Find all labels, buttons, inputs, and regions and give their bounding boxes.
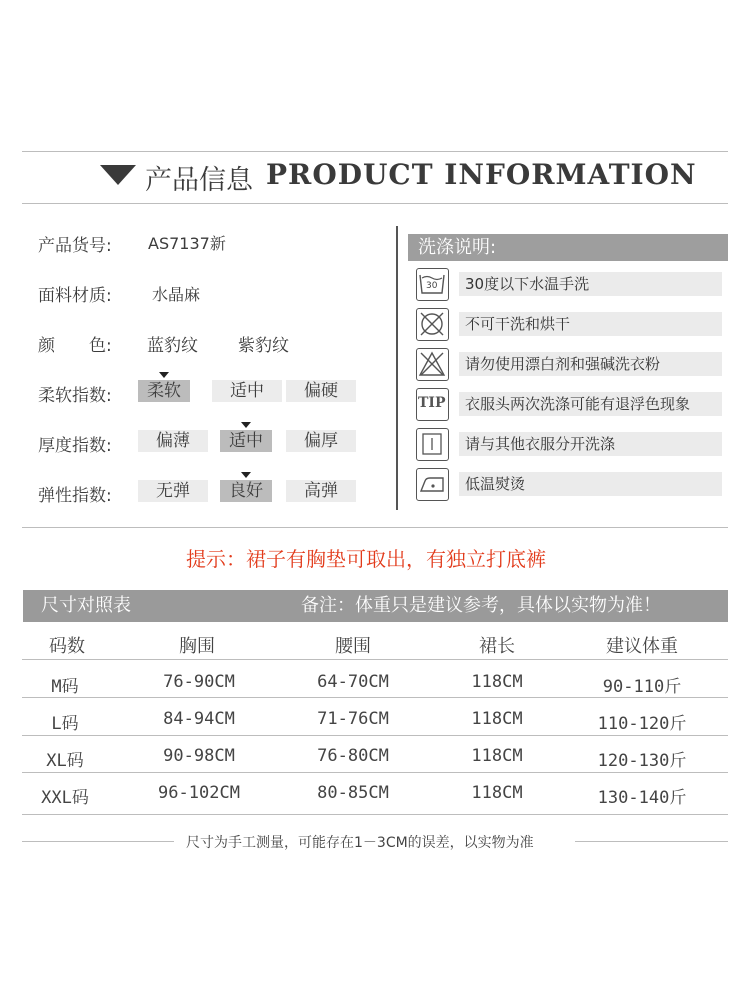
footnote-line-left bbox=[22, 841, 174, 842]
care-text-hand-wash: 30度以下水温手洗 bbox=[459, 272, 722, 296]
no-bleach-icon bbox=[416, 348, 449, 381]
table-line bbox=[22, 772, 728, 773]
elastic-option-selected: 良好 bbox=[220, 480, 272, 502]
elastic-indicator-icon bbox=[241, 472, 251, 478]
column-header: 裙长 bbox=[479, 636, 515, 657]
top-divider bbox=[22, 151, 728, 152]
notice-text: 提示：裙子有胸垫可取出，有独立打底裤 bbox=[186, 547, 546, 571]
table-cell-waist: 80-85CM bbox=[317, 783, 389, 803]
table-cell-bust: 76-90CM bbox=[163, 672, 235, 692]
table-cell-waist: 71-76CM bbox=[317, 709, 389, 729]
table-cell-weight: 110-120斤 bbox=[597, 714, 687, 734]
softness-option: 偏硬 bbox=[286, 380, 356, 402]
hand-wash-temp-text: 30 bbox=[426, 281, 438, 291]
softness-indicator-icon bbox=[159, 372, 169, 378]
footnote-text: 尺寸为手工测量，可能存在1－3CM的误差，以实物为准 bbox=[186, 835, 534, 851]
tip-icon-text: TIP bbox=[418, 395, 446, 411]
table-line bbox=[22, 814, 728, 815]
no-dryclean-no-tumble-icon bbox=[416, 308, 449, 341]
table-cell-length: 118CM bbox=[471, 746, 523, 766]
table-cell-size: XXL码 bbox=[41, 788, 89, 808]
hand-wash-30-icon bbox=[416, 268, 449, 301]
table-line bbox=[22, 659, 728, 660]
softness-label: 柔软指数: bbox=[38, 386, 112, 406]
size-table-header bbox=[23, 590, 728, 622]
table-line bbox=[22, 697, 728, 698]
table-cell-size: XL码 bbox=[46, 751, 84, 771]
care-title: 洗涤说明: bbox=[408, 234, 728, 261]
thickness-label: 厚度指数: bbox=[38, 436, 112, 456]
elastic-option: 高弹 bbox=[286, 480, 356, 502]
vertical-divider bbox=[396, 226, 398, 510]
column-header: 腰围 bbox=[335, 636, 371, 657]
table-cell-bust: 96-102CM bbox=[158, 783, 240, 803]
table-cell-weight: 90-110斤 bbox=[602, 677, 682, 697]
tip-icon bbox=[416, 388, 449, 421]
care-text-wash-separately: 请与其他衣服分开洗涤 bbox=[459, 432, 722, 456]
elastic-option: 无弹 bbox=[138, 480, 208, 502]
low-iron-icon bbox=[416, 468, 449, 501]
title-en: PRODUCT INFORMATION bbox=[266, 158, 697, 191]
table-cell-weight: 130-140斤 bbox=[597, 788, 687, 808]
size-table-remark: 备注：体重只是建议参考，具体以实物为准！ bbox=[301, 595, 661, 616]
thickness-indicator-icon bbox=[241, 422, 251, 428]
care-text-no-dryclean: 不可干洗和烘干 bbox=[459, 312, 722, 336]
footnote-line-right bbox=[575, 841, 728, 842]
item-no-value: AS7137新 bbox=[148, 234, 226, 253]
thickness-option: 偏厚 bbox=[286, 430, 356, 452]
color-label: 颜 色: bbox=[38, 336, 112, 356]
header-divider bbox=[22, 203, 728, 204]
item-no-label: 产品货号: bbox=[38, 236, 112, 256]
size-table-title: 尺寸对照表 bbox=[41, 595, 131, 616]
fabric-value: 水晶麻 bbox=[152, 285, 201, 304]
color-option-1: 蓝豹纹 bbox=[147, 336, 198, 356]
care-text-low-iron: 低温熨烫 bbox=[459, 472, 722, 496]
thickness-option: 偏薄 bbox=[138, 430, 208, 452]
table-cell-bust: 90-98CM bbox=[163, 746, 235, 766]
table-cell-waist: 64-70CM bbox=[317, 672, 389, 692]
column-header: 建议体重 bbox=[606, 636, 678, 657]
thickness-option-selected: 适中 bbox=[220, 430, 272, 452]
table-cell-bust: 84-94CM bbox=[163, 709, 235, 729]
wash-separately-icon bbox=[416, 428, 449, 461]
care-text-no-bleach: 请勿使用漂白剂和强碱洗衣粉 bbox=[459, 352, 722, 376]
softness-option-selected: 柔软 bbox=[138, 380, 190, 402]
column-header: 码数 bbox=[49, 636, 85, 657]
header-triangle-icon bbox=[100, 165, 136, 185]
color-option-2: 紫豹纹 bbox=[238, 336, 289, 356]
elastic-label: 弹性指数: bbox=[38, 486, 112, 506]
table-cell-size: M码 bbox=[51, 677, 79, 697]
table-cell-weight: 120-130斤 bbox=[597, 751, 687, 771]
table-line bbox=[22, 735, 728, 736]
table-cell-length: 118CM bbox=[471, 709, 523, 729]
table-cell-waist: 76-80CM bbox=[317, 746, 389, 766]
softness-option: 适中 bbox=[212, 380, 282, 402]
title-zh: 产品信息 bbox=[145, 165, 253, 196]
column-header: 胸围 bbox=[179, 636, 215, 657]
table-cell-length: 118CM bbox=[471, 783, 523, 803]
fabric-label: 面料材质: bbox=[38, 286, 112, 306]
care-text-fading: 衣服头两次洗涤可能有退浮色现象 bbox=[459, 392, 722, 416]
mid-divider bbox=[22, 527, 728, 528]
table-cell-size: L码 bbox=[51, 714, 79, 734]
table-cell-length: 118CM bbox=[471, 672, 523, 692]
